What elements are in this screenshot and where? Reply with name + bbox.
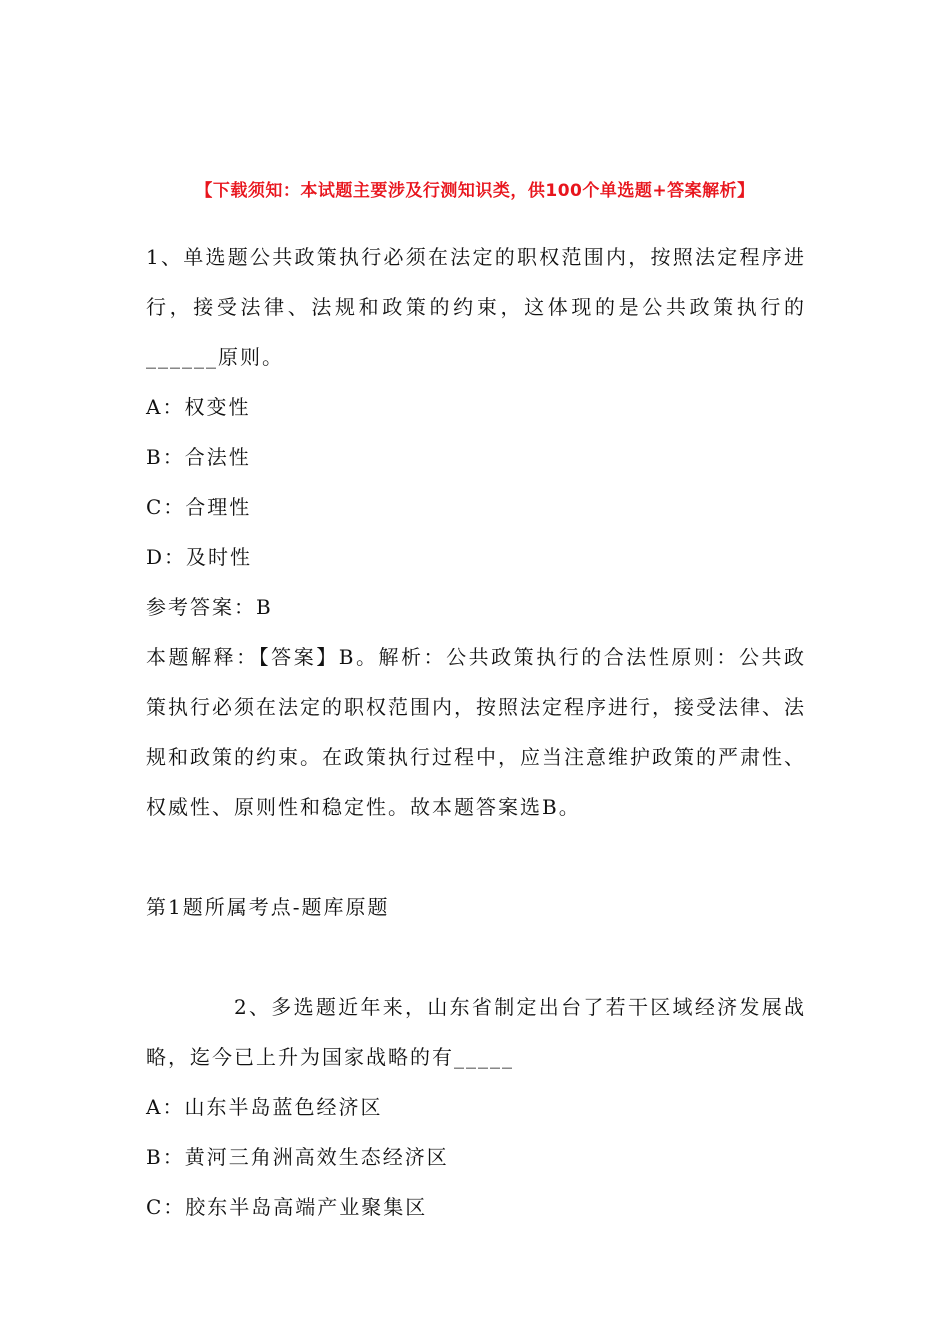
q2-option-a: A：山东半岛蓝色经济区 [146, 1095, 383, 1119]
spacer [146, 832, 806, 882]
download-notice: 【下载须知：本试题主要涉及行测知识类，供100个单选题+答案解析】 [195, 181, 755, 201]
spacer [146, 932, 806, 982]
question-content [146, 232, 806, 1232]
q1-option-c: C：合理性 [146, 495, 252, 519]
q2-stem: 2、多选题近年来，山东省制定出台了若干区域经济发展战略，迄今已上升为国家战略的有_____ [146, 995, 806, 1069]
q2-option-b: B：黄河三角洲高效生态经济区 [146, 1145, 449, 1169]
q1-point: 第1题所属考点-题库原题 [146, 895, 390, 919]
q1-option-a: A：权变性 [146, 395, 251, 419]
q1-option-b: B：合法性 [146, 445, 251, 469]
q1-answer: 参考答案：B [146, 595, 273, 619]
q1-explanation: 本题解释：【答案】B。解析：公共政策执行的合法性原则：公共政策执行必须在法定的职权范围内，按照法定程序进行，接受法律、法规和政策的约束。在政策执行过程中，应当注意维护政策的严肃性、权威性、原则性和稳定性。故本题答案选B。 [146, 645, 806, 819]
q2-option-c: C：胶东半岛高端产业聚集区 [146, 1195, 428, 1219]
q1-stem: 1、单选题公共政策执行必须在法定的职权范围内，按照法定程序进行，接受法律、法规和政策的约束，这体现的是公共政策执行的______原则。 [146, 245, 806, 369]
q1-option-d: D：及时性 [146, 545, 253, 569]
